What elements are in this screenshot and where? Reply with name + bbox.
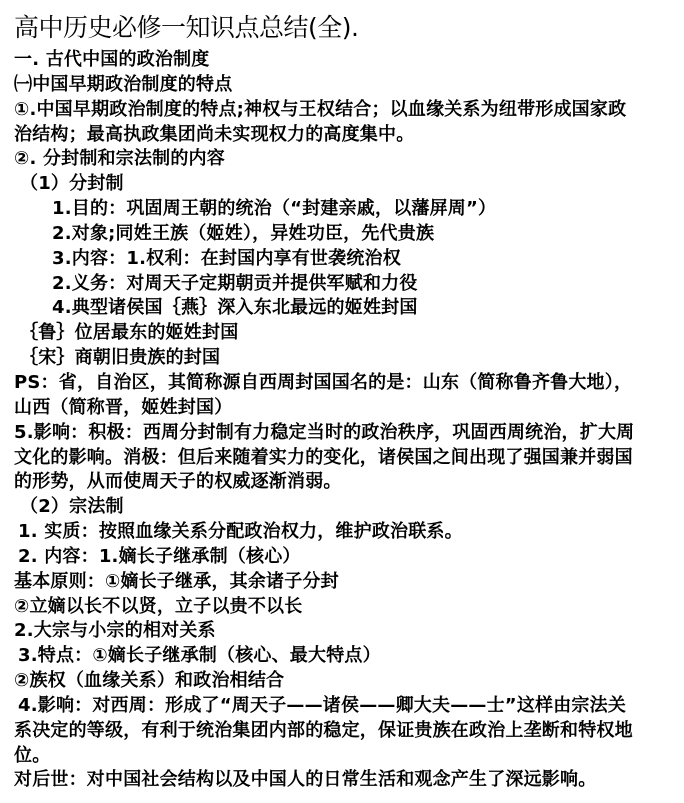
text-line: 文化的影响。消极：但后来随着实力的变化，诸侯国之间出现了强国兼并弱国 [14, 446, 633, 468]
text-line: 5.影响：积极：西周分封制有力稳定当时的政治秩序，巩固西周统治，扩大周 [14, 421, 635, 443]
text-line: 1. 实质：按照血缘关系分配政治权力，维护政治联系。 [18, 521, 463, 543]
text-line: ②族权（血缘关系）和政治相结合 [14, 670, 285, 692]
text-line: ｛鲁｝位居最东的姬姓封国 [20, 322, 239, 344]
text-line: 一. 古代中国的政治制度 [14, 49, 210, 70]
text-line: 的形势，从而使周天子的权威逐渐消弱。 [14, 471, 342, 493]
text-line: 4.影响：对西周：形成了“周天子——诸侯——卿大夫——士”这样由宗法关 [18, 694, 627, 716]
text-line: 2.大宗与小宗的相对关系 [14, 620, 216, 642]
text-line: 1.目的：巩固周王朝的统治（“封建亲戚，以藩屏周”） [52, 198, 497, 220]
text-line: PS：省，自治区，其简称源自西周封国国名的是：山东（简称鲁齐鲁大地）， [14, 371, 633, 393]
text-line: 对后世：对中国社会结构以及中国人的日常生活和观念产生了深远影响。 [14, 769, 597, 791]
text-line: 2.对象;同姓王族（姬姓），异姓功臣，先代贵族 [52, 222, 435, 244]
text-line: （1）分封制 [20, 173, 124, 195]
text-line: ②. 分封制和宗法制的内容 [14, 148, 225, 170]
text-line: ①.中国早期政治制度的特点;神权与王权结合；以血缘关系为纽带形成国家政 [14, 98, 627, 120]
text-line: 3.内容：1.权利：在封国内享有世袭统治权 [52, 247, 401, 269]
text-line: 山西（简称晋，姬姓封国） [14, 396, 233, 418]
text-line: ②立嫡以长不以贤，立子以贵不以长 [14, 595, 303, 617]
text-line: 3.特点：①嫡长子继承制（核心、最大特点） [18, 645, 381, 667]
text-line: 系决定的等级，有利于统治集团内部的稳定，保证贵族在政治上垄断和特权地 [14, 719, 633, 741]
text-line: 2. 内容：1.嫡长子继承制（核心） [18, 545, 301, 567]
text-line: 4.典型诸侯国｛燕｝深入东北最远的姬姓封国 [52, 297, 418, 319]
text-line: ㈠中国早期政治制度的特点 [14, 73, 233, 95]
text-line: 位。 [14, 744, 51, 766]
text-line: 基本原则：①嫡长子继承，其余诸子分封 [14, 570, 339, 592]
text-line: （2）宗法制 [20, 496, 124, 518]
text-line: ｛宋｝商朝旧贵族的封国 [20, 347, 221, 369]
text-line: 2.义务：对周天子定期朝贡并提供军赋和力役 [52, 272, 418, 294]
text-line: 治结构；最高执政集团尚未实现权力的高度集中。 [14, 123, 415, 145]
document-body [14, 48, 676, 793]
document-title: 高中历史必修一知识点总结(全). [14, 13, 359, 42]
